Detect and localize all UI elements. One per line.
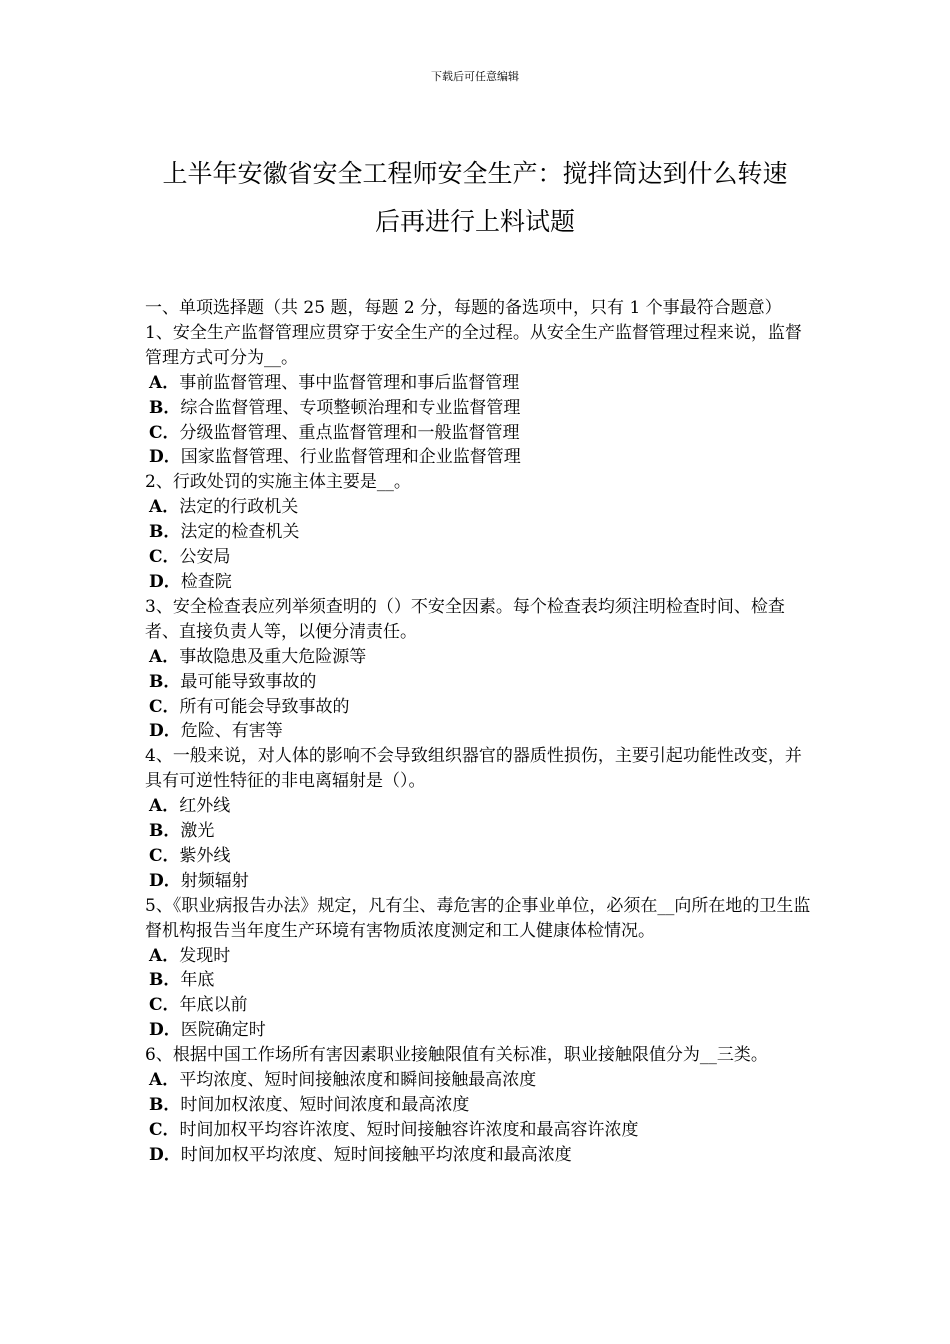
option-text: 时间加权平均容许浓度、短时间接触容许浓度和最高容许浓度 <box>179 1119 639 1140</box>
question-6: 6、根据中国工作场所有害因素职业接触限值有关标准，职业接触限值分为__三类。 <box>145 1045 768 1066</box>
option-letter: A． <box>149 796 180 817</box>
option-5b <box>145 968 815 993</box>
option-text: 法定的检查机关 <box>180 522 300 543</box>
option-text: 综合监督管理、专项整顿治理和专业监督管理 <box>180 397 521 418</box>
option-3b <box>145 670 815 695</box>
question-4: 4、一般来说，对人体的影响不会导致组织器官的器质性损伤，主要引起功能性改变，并具有可逆性特征的非电离辐射是（）。 <box>145 746 802 792</box>
option-letter: C． <box>149 422 180 443</box>
option-letter: D． <box>149 1144 181 1165</box>
question-2: 2、行政处罚的实施主体主要是__。 <box>145 472 411 493</box>
option-letter: D． <box>149 447 181 468</box>
option-letter: C． <box>149 845 180 866</box>
option-3c <box>145 695 815 720</box>
question-list <box>145 296 815 1168</box>
option-letter: A． <box>149 945 180 966</box>
option-1a <box>145 371 815 396</box>
option-letter: A． <box>149 646 180 667</box>
option-2b <box>145 520 815 545</box>
document-title <box>120 150 830 246</box>
option-letter: A． <box>149 1070 180 1091</box>
title-line-2: 后再进行上料试题 <box>374 207 575 236</box>
option-text: 国家监督管理、行业监督管理和企业监督管理 <box>180 447 521 468</box>
section-heading: 一、单项选择题（共 25 题，每题 2 分，每题的备选项中，只有 1 个事最符合题意） <box>145 298 782 318</box>
option-text: 法定的行政机关 <box>179 497 299 518</box>
option-letter: D． <box>149 870 181 891</box>
option-text: 医院确定时 <box>180 1020 266 1041</box>
option-6d <box>145 1143 815 1168</box>
option-4c <box>145 844 815 869</box>
option-letter: C． <box>149 547 180 568</box>
option-5d <box>145 1018 815 1043</box>
option-letter: B． <box>149 1095 181 1115</box>
option-6c <box>145 1118 815 1143</box>
option-2c <box>145 545 815 570</box>
title-line-1: 上半年安徽省安全工程师安全生产：搅拌筒达到什么转速 <box>162 159 788 188</box>
option-text: 红外线 <box>179 796 231 817</box>
option-text: 时间加权平均浓度、短时间接触平均浓度和最高浓度 <box>180 1144 572 1165</box>
option-text: 射频辐射 <box>180 870 249 891</box>
option-text: 事故隐患及重大危险源等 <box>179 646 367 667</box>
question-1: 1、安全生产监督管理应贯穿于安全生产的全过程。从安全生产监督管理过程来说，监督管理方式可分为__。 <box>145 322 802 368</box>
option-text: 检查院 <box>180 571 232 592</box>
option-letter: A． <box>149 372 180 393</box>
option-2d <box>145 570 815 595</box>
option-text: 公安局 <box>179 547 231 568</box>
option-3d <box>145 719 815 744</box>
option-text: 所有可能会导致事故的 <box>179 696 350 717</box>
option-letter: B． <box>149 522 181 543</box>
question-3: 3、安全检查表应列举须查明的（）不安全因素。每个检查表均须注明检查时间、检查者、直接负责人等，以便分清责任。 <box>145 596 785 642</box>
option-text: 最可能导致事故的 <box>180 671 317 692</box>
option-text: 发现时 <box>179 945 231 966</box>
option-2a <box>145 495 815 520</box>
option-text: 激光 <box>180 821 215 842</box>
option-letter: B． <box>149 970 181 991</box>
option-6b <box>145 1093 815 1118</box>
option-text: 时间加权浓度、短时间浓度和最高浓度 <box>180 1095 470 1115</box>
option-1b <box>145 396 815 421</box>
option-4a <box>145 794 815 819</box>
option-text: 分级监督管理、重点监督管理和一般监督管理 <box>179 422 520 443</box>
option-letter: A． <box>149 497 180 518</box>
option-letter: D． <box>149 721 181 742</box>
option-letter: B． <box>149 671 181 692</box>
option-text: 年底 <box>180 970 215 991</box>
option-3a <box>145 645 815 670</box>
option-text: 事前监督管理、事中监督管理和事后监督管理 <box>179 372 520 393</box>
option-6a <box>145 1068 815 1093</box>
option-letter: C． <box>149 696 180 717</box>
option-letter: D． <box>149 1020 181 1041</box>
option-5a <box>145 944 815 969</box>
option-text: 平均浓度、短时间接触浓度和瞬间接触最高浓度 <box>179 1070 537 1091</box>
option-letter: B． <box>149 821 181 842</box>
option-4d <box>145 869 815 894</box>
option-1d <box>145 445 815 470</box>
option-1c <box>145 421 815 446</box>
option-4b <box>145 819 815 844</box>
option-text: 年底以前 <box>179 995 248 1016</box>
option-letter: B． <box>149 397 181 418</box>
option-letter: D． <box>149 571 181 592</box>
option-5c <box>145 993 815 1018</box>
option-text: 危险、有害等 <box>180 721 283 742</box>
question-5: 5、《职业病报告办法》规定，凡有尘、毒危害的企事业单位，必须在__向所在地的卫生监督机构报告当年度生产环境有害物质浓度测定和工人健康体检情况。 <box>145 895 811 941</box>
option-text: 紫外线 <box>179 845 231 866</box>
option-letter: C． <box>149 1119 180 1140</box>
option-letter: C． <box>149 995 180 1016</box>
header-note: 下载后可任意编辑 <box>431 70 519 83</box>
